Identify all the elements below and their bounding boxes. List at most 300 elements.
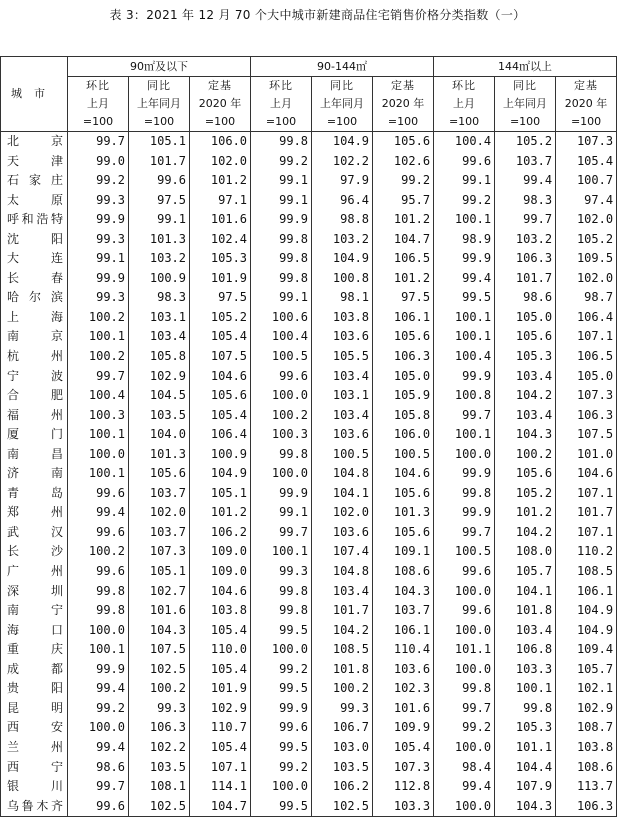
base-value-label: =100 bbox=[434, 113, 495, 132]
index-value: 99.2 bbox=[68, 699, 129, 719]
index-value: 99.3 bbox=[68, 191, 129, 211]
index-value: 101.7 bbox=[556, 503, 617, 523]
index-value: 102.5 bbox=[312, 797, 373, 817]
index-value: 100.2 bbox=[68, 542, 129, 562]
base-period-label: 2020 年 bbox=[373, 95, 434, 113]
index-value: 99.9 bbox=[251, 484, 312, 504]
city-name bbox=[1, 386, 68, 406]
index-value: 99.8 bbox=[251, 269, 312, 289]
table-title: 表 3：2021 年 12 月 70 个大中城市新建商品住宅销售价格分类指数（一） bbox=[109, 8, 526, 22]
table-row bbox=[1, 308, 617, 328]
index-value: 106.0 bbox=[190, 132, 251, 152]
index-value: 112.8 bbox=[373, 777, 434, 797]
index-value: 109.5 bbox=[556, 249, 617, 269]
index-value: 99.5 bbox=[251, 797, 312, 817]
city-name-text: 合 肥 bbox=[7, 388, 63, 403]
index-value: 99.8 bbox=[434, 484, 495, 504]
subheader-mom: 环比 bbox=[434, 77, 495, 96]
subheader-mom: 环比 bbox=[251, 77, 312, 96]
index-value: 100.4 bbox=[251, 327, 312, 347]
base-value-label: =100 bbox=[68, 113, 129, 132]
subheader-yoy: 同比 bbox=[312, 77, 373, 96]
index-value: 104.1 bbox=[312, 484, 373, 504]
base-value-label: =100 bbox=[556, 113, 617, 132]
index-value: 97.9 bbox=[312, 171, 373, 191]
base-value-label: =100 bbox=[495, 113, 556, 132]
index-value: 100.3 bbox=[68, 406, 129, 426]
index-value: 99.6 bbox=[434, 562, 495, 582]
city-name-text: 哈 尔 滨 bbox=[7, 290, 63, 305]
index-value: 103.4 bbox=[312, 582, 373, 602]
city-name-text: 成 都 bbox=[7, 661, 63, 676]
index-value: 99.9 bbox=[251, 210, 312, 230]
index-value: 106.3 bbox=[556, 406, 617, 426]
index-value: 104.6 bbox=[556, 464, 617, 484]
index-value: 109.0 bbox=[190, 542, 251, 562]
index-value: 106.5 bbox=[556, 347, 617, 367]
subheader-yoy: 同比 bbox=[129, 77, 190, 96]
index-value: 100.0 bbox=[251, 386, 312, 406]
city-name-text: 沈 阳 bbox=[7, 231, 63, 246]
index-value: 105.1 bbox=[129, 562, 190, 582]
city-name-text: 杭 州 bbox=[7, 349, 63, 364]
index-value: 103.4 bbox=[495, 621, 556, 641]
city-name bbox=[1, 347, 68, 367]
city-column-header: 城市 bbox=[1, 57, 68, 132]
index-value: 104.8 bbox=[312, 464, 373, 484]
index-value: 103.1 bbox=[129, 308, 190, 328]
index-value: 103.2 bbox=[129, 249, 190, 269]
index-value: 100.7 bbox=[556, 171, 617, 191]
index-value: 106.3 bbox=[373, 347, 434, 367]
index-value: 99.7 bbox=[495, 210, 556, 230]
index-value: 107.1 bbox=[556, 484, 617, 504]
index-value: 104.7 bbox=[190, 797, 251, 817]
city-name bbox=[1, 249, 68, 269]
city-name-text: 石 家 庄 bbox=[7, 173, 63, 188]
index-value: 101.6 bbox=[129, 601, 190, 621]
index-value: 103.5 bbox=[129, 758, 190, 778]
index-value: 105.1 bbox=[129, 132, 190, 152]
index-value: 105.0 bbox=[556, 367, 617, 387]
index-value: 101.3 bbox=[129, 445, 190, 465]
subheader-mom: 环比 bbox=[68, 77, 129, 96]
base-value-label: =100 bbox=[312, 113, 373, 132]
index-value: 102.4 bbox=[190, 230, 251, 250]
index-value: 106.8 bbox=[495, 640, 556, 660]
city-name-text: 深 圳 bbox=[7, 583, 63, 598]
table-row bbox=[1, 699, 617, 719]
index-value: 101.7 bbox=[312, 601, 373, 621]
city-name-text: 上 海 bbox=[7, 309, 63, 324]
city-name-text: 昆 明 bbox=[7, 700, 63, 715]
index-value: 103.4 bbox=[129, 327, 190, 347]
index-value: 99.9 bbox=[434, 367, 495, 387]
index-value: 100.2 bbox=[68, 347, 129, 367]
index-value: 107.3 bbox=[556, 132, 617, 152]
city-name bbox=[1, 640, 68, 660]
index-value: 100.0 bbox=[251, 640, 312, 660]
city-name bbox=[1, 562, 68, 582]
index-value: 105.3 bbox=[495, 718, 556, 738]
index-value: 100.9 bbox=[129, 269, 190, 289]
index-value: 101.2 bbox=[373, 269, 434, 289]
table-row bbox=[1, 523, 617, 543]
table-row bbox=[1, 640, 617, 660]
index-value: 97.1 bbox=[190, 191, 251, 211]
index-value: 103.8 bbox=[312, 308, 373, 328]
index-value: 105.6 bbox=[495, 327, 556, 347]
table-row bbox=[1, 445, 617, 465]
index-value: 104.3 bbox=[129, 621, 190, 641]
index-value: 100.2 bbox=[495, 445, 556, 465]
table-header bbox=[1, 57, 617, 132]
index-value: 107.5 bbox=[556, 425, 617, 445]
index-value: 99.3 bbox=[68, 230, 129, 250]
index-value: 99.1 bbox=[434, 171, 495, 191]
table-row bbox=[1, 562, 617, 582]
index-value: 100.9 bbox=[190, 445, 251, 465]
index-value: 107.1 bbox=[556, 523, 617, 543]
city-name bbox=[1, 503, 68, 523]
table-row bbox=[1, 406, 617, 426]
index-value: 99.4 bbox=[434, 269, 495, 289]
index-value: 99.1 bbox=[251, 171, 312, 191]
index-value: 100.5 bbox=[434, 542, 495, 562]
index-value: 101.9 bbox=[190, 679, 251, 699]
base-period-label: 2020 年 bbox=[190, 95, 251, 113]
index-value: 103.6 bbox=[373, 660, 434, 680]
city-name bbox=[1, 699, 68, 719]
city-name bbox=[1, 191, 68, 211]
index-value: 100.0 bbox=[68, 718, 129, 738]
index-value: 105.4 bbox=[373, 738, 434, 758]
index-value: 103.6 bbox=[312, 523, 373, 543]
index-value: 100.1 bbox=[495, 679, 556, 699]
index-value: 104.8 bbox=[312, 562, 373, 582]
index-value: 101.0 bbox=[556, 445, 617, 465]
index-value: 100.4 bbox=[68, 386, 129, 406]
index-value: 100.0 bbox=[434, 445, 495, 465]
city-name-text: 贵 阳 bbox=[7, 681, 63, 696]
index-value: 103.1 bbox=[312, 386, 373, 406]
table-row bbox=[1, 171, 617, 191]
index-value: 106.1 bbox=[373, 308, 434, 328]
index-value: 99.8 bbox=[434, 679, 495, 699]
index-value: 104.3 bbox=[373, 582, 434, 602]
index-value: 103.5 bbox=[312, 758, 373, 778]
index-value: 100.2 bbox=[68, 308, 129, 328]
index-value: 100.5 bbox=[312, 445, 373, 465]
index-value: 99.5 bbox=[251, 621, 312, 641]
index-value: 105.7 bbox=[556, 660, 617, 680]
city-name bbox=[1, 797, 68, 817]
index-value: 106.3 bbox=[495, 249, 556, 269]
index-value: 99.2 bbox=[251, 758, 312, 778]
index-value: 99.9 bbox=[68, 210, 129, 230]
index-value: 100.1 bbox=[434, 210, 495, 230]
index-value: 99.1 bbox=[251, 503, 312, 523]
city-name-text: 乌 鲁 木 齐 bbox=[7, 798, 63, 813]
index-value: 109.4 bbox=[556, 640, 617, 660]
index-value: 105.8 bbox=[129, 347, 190, 367]
index-value: 109.0 bbox=[190, 562, 251, 582]
index-value: 104.9 bbox=[556, 601, 617, 621]
group-header-large: 144㎡以上 bbox=[434, 57, 617, 77]
index-value: 110.2 bbox=[556, 542, 617, 562]
index-value: 99.9 bbox=[68, 660, 129, 680]
index-value: 97.5 bbox=[129, 191, 190, 211]
city-name bbox=[1, 601, 68, 621]
table-row bbox=[1, 601, 617, 621]
index-value: 100.0 bbox=[68, 621, 129, 641]
index-value: 100.1 bbox=[434, 327, 495, 347]
index-value: 103.4 bbox=[312, 367, 373, 387]
city-name bbox=[1, 718, 68, 738]
base-value-label: =100 bbox=[129, 113, 190, 132]
subheader-base: 定基 bbox=[190, 77, 251, 96]
index-value: 96.4 bbox=[312, 191, 373, 211]
city-name bbox=[1, 269, 68, 289]
index-value: 101.3 bbox=[373, 503, 434, 523]
table-row bbox=[1, 347, 617, 367]
index-value: 105.6 bbox=[373, 523, 434, 543]
index-value: 114.1 bbox=[190, 777, 251, 797]
city-name-text: 厦 门 bbox=[7, 427, 63, 442]
index-value: 100.1 bbox=[68, 640, 129, 660]
index-value: 97.5 bbox=[373, 288, 434, 308]
index-value: 103.0 bbox=[312, 738, 373, 758]
index-value: 103.7 bbox=[129, 484, 190, 504]
index-value: 100.0 bbox=[251, 777, 312, 797]
index-value: 101.7 bbox=[129, 152, 190, 172]
index-value: 99.1 bbox=[68, 249, 129, 269]
index-value: 98.1 bbox=[312, 288, 373, 308]
table-row bbox=[1, 582, 617, 602]
index-value: 104.6 bbox=[373, 464, 434, 484]
index-value: 103.7 bbox=[129, 523, 190, 543]
index-value: 99.8 bbox=[251, 249, 312, 269]
city-name bbox=[1, 679, 68, 699]
city-name-text: 广 州 bbox=[7, 564, 63, 579]
index-value: 105.6 bbox=[190, 386, 251, 406]
index-value: 99.9 bbox=[434, 503, 495, 523]
index-value: 106.4 bbox=[556, 308, 617, 328]
table-row bbox=[1, 797, 617, 817]
index-value: 107.3 bbox=[373, 758, 434, 778]
index-value: 99.7 bbox=[434, 406, 495, 426]
index-value: 105.6 bbox=[373, 132, 434, 152]
index-value: 102.2 bbox=[312, 152, 373, 172]
index-value: 105.0 bbox=[495, 308, 556, 328]
index-value: 101.2 bbox=[373, 210, 434, 230]
base-period-label: 上月 bbox=[434, 95, 495, 113]
index-value: 106.3 bbox=[556, 797, 617, 817]
city-name bbox=[1, 230, 68, 250]
index-value: 106.1 bbox=[373, 621, 434, 641]
index-value: 100.1 bbox=[251, 542, 312, 562]
city-name bbox=[1, 132, 68, 152]
city-name-text: 天 津 bbox=[7, 153, 63, 168]
index-value: 108.7 bbox=[556, 718, 617, 738]
index-value: 100.0 bbox=[434, 660, 495, 680]
index-value: 99.2 bbox=[68, 171, 129, 191]
index-value: 103.7 bbox=[373, 601, 434, 621]
index-value: 103.3 bbox=[495, 660, 556, 680]
index-value: 98.9 bbox=[434, 230, 495, 250]
index-value: 97.5 bbox=[190, 288, 251, 308]
index-value: 104.0 bbox=[129, 425, 190, 445]
index-value: 105.4 bbox=[190, 660, 251, 680]
index-value: 99.1 bbox=[251, 288, 312, 308]
index-value: 105.6 bbox=[373, 327, 434, 347]
index-value: 107.4 bbox=[312, 542, 373, 562]
index-value: 101.8 bbox=[312, 660, 373, 680]
index-value: 107.5 bbox=[129, 640, 190, 660]
city-name-text: 长 春 bbox=[7, 270, 63, 285]
city-name bbox=[1, 621, 68, 641]
city-name bbox=[1, 582, 68, 602]
city-name bbox=[1, 523, 68, 543]
city-name bbox=[1, 542, 68, 562]
index-value: 103.4 bbox=[495, 406, 556, 426]
table-row bbox=[1, 367, 617, 387]
index-value: 109.9 bbox=[373, 718, 434, 738]
index-value: 99.4 bbox=[495, 171, 556, 191]
city-name bbox=[1, 171, 68, 191]
city-name bbox=[1, 210, 68, 230]
city-name bbox=[1, 152, 68, 172]
index-value: 99.6 bbox=[251, 718, 312, 738]
index-value: 101.7 bbox=[495, 269, 556, 289]
base-period-label: 上年同月 bbox=[495, 95, 556, 113]
subheader-base: 定基 bbox=[556, 77, 617, 96]
index-value: 101.1 bbox=[495, 738, 556, 758]
city-name bbox=[1, 758, 68, 778]
base-period-label: 上年同月 bbox=[312, 95, 373, 113]
index-value: 110.4 bbox=[373, 640, 434, 660]
index-value: 98.8 bbox=[312, 210, 373, 230]
index-value: 105.8 bbox=[373, 406, 434, 426]
city-name-text: 呼 和 浩 特 bbox=[7, 212, 63, 227]
index-value: 99.2 bbox=[434, 718, 495, 738]
table-row bbox=[1, 542, 617, 562]
index-value: 103.8 bbox=[556, 738, 617, 758]
table-row bbox=[1, 718, 617, 738]
index-value: 103.6 bbox=[312, 327, 373, 347]
city-name-text: 南 昌 bbox=[7, 446, 63, 461]
index-value: 105.2 bbox=[556, 230, 617, 250]
index-value: 102.3 bbox=[373, 679, 434, 699]
index-value: 105.2 bbox=[495, 484, 556, 504]
index-value: 105.4 bbox=[190, 621, 251, 641]
index-value: 99.7 bbox=[68, 132, 129, 152]
city-name-text: 北 京 bbox=[7, 134, 63, 148]
index-value: 99.4 bbox=[68, 738, 129, 758]
base-value-label: =100 bbox=[251, 113, 312, 132]
index-value: 113.7 bbox=[556, 777, 617, 797]
index-value: 105.4 bbox=[190, 327, 251, 347]
index-value: 99.5 bbox=[434, 288, 495, 308]
index-value: 104.9 bbox=[312, 249, 373, 269]
city-name-text: 长 沙 bbox=[7, 544, 63, 559]
city-name-text: 南 京 bbox=[7, 329, 63, 344]
table-row bbox=[1, 621, 617, 641]
index-value: 101.6 bbox=[373, 699, 434, 719]
index-value: 99.2 bbox=[251, 660, 312, 680]
index-value: 99.3 bbox=[129, 699, 190, 719]
index-value: 101.2 bbox=[190, 503, 251, 523]
index-value: 100.4 bbox=[434, 132, 495, 152]
index-value: 99.6 bbox=[68, 484, 129, 504]
subheader-base: 定基 bbox=[373, 77, 434, 96]
index-value: 105.0 bbox=[373, 367, 434, 387]
index-value: 99.8 bbox=[251, 132, 312, 152]
index-value: 105.4 bbox=[190, 406, 251, 426]
city-name bbox=[1, 738, 68, 758]
index-value: 102.5 bbox=[129, 797, 190, 817]
index-value: 105.6 bbox=[495, 464, 556, 484]
index-value: 100.1 bbox=[68, 464, 129, 484]
city-name bbox=[1, 484, 68, 504]
index-value: 102.0 bbox=[556, 210, 617, 230]
index-value: 99.7 bbox=[68, 367, 129, 387]
index-value: 105.3 bbox=[190, 249, 251, 269]
index-value: 99.8 bbox=[251, 445, 312, 465]
index-value: 110.0 bbox=[190, 640, 251, 660]
index-value: 103.4 bbox=[495, 367, 556, 387]
index-value: 104.4 bbox=[495, 758, 556, 778]
index-value: 99.8 bbox=[495, 699, 556, 719]
city-name bbox=[1, 406, 68, 426]
city-name-text: 济 南 bbox=[7, 466, 63, 481]
index-value: 104.9 bbox=[190, 464, 251, 484]
index-value: 100.0 bbox=[251, 464, 312, 484]
index-value: 99.7 bbox=[434, 523, 495, 543]
index-value: 103.4 bbox=[312, 406, 373, 426]
table-row bbox=[1, 152, 617, 172]
table-row bbox=[1, 660, 617, 680]
index-value: 105.9 bbox=[373, 386, 434, 406]
index-value: 100.0 bbox=[434, 582, 495, 602]
table-row bbox=[1, 464, 617, 484]
index-value: 99.9 bbox=[434, 249, 495, 269]
index-value: 100.0 bbox=[434, 738, 495, 758]
index-value: 101.2 bbox=[495, 503, 556, 523]
index-value: 104.2 bbox=[495, 523, 556, 543]
index-value: 99.3 bbox=[251, 562, 312, 582]
city-name-text: 大 连 bbox=[7, 251, 63, 266]
index-value: 101.3 bbox=[129, 230, 190, 250]
index-value: 100.5 bbox=[251, 347, 312, 367]
index-value: 100.1 bbox=[434, 425, 495, 445]
index-value: 105.6 bbox=[129, 464, 190, 484]
table-row bbox=[1, 230, 617, 250]
index-value: 99.7 bbox=[251, 523, 312, 543]
index-value: 104.2 bbox=[312, 621, 373, 641]
group-header-small: 90㎡及以下 bbox=[68, 57, 251, 77]
base-period-label: 2020 年 bbox=[556, 95, 617, 113]
index-value: 100.0 bbox=[434, 621, 495, 641]
index-value: 106.1 bbox=[556, 582, 617, 602]
index-value: 103.2 bbox=[312, 230, 373, 250]
index-value: 103.7 bbox=[495, 152, 556, 172]
city-name bbox=[1, 288, 68, 308]
index-value: 102.9 bbox=[556, 699, 617, 719]
index-value: 105.2 bbox=[495, 132, 556, 152]
index-value: 98.3 bbox=[495, 191, 556, 211]
index-value: 99.8 bbox=[251, 230, 312, 250]
